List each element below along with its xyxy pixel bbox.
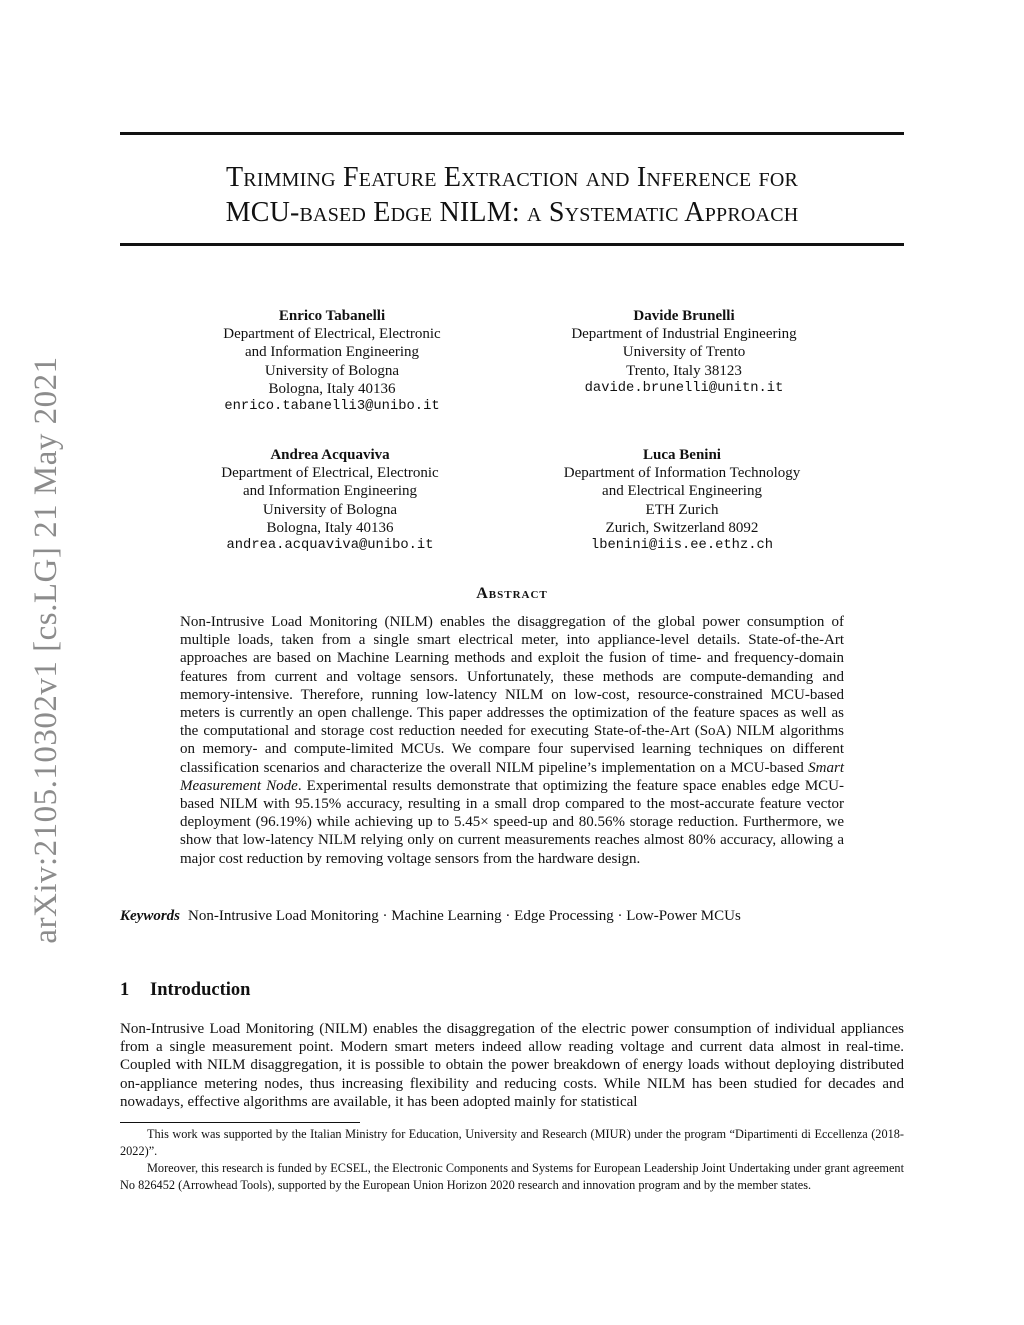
section-heading (120, 980, 250, 1001)
footnote: Moreover, this research is funded by ECSEL, the Electronic Components and Systems for European Leadership Joint Undertaking under grant agreement No 826452 (Arrowhead Tools), supported by the European Union Horizon 2020 research and innovation program and by the member states. (120, 1161, 904, 1192)
footnote-rule (120, 1122, 360, 1123)
keywords (120, 907, 904, 925)
author-affiliation-line: University of Bologna (262, 501, 398, 518)
author-name: Luca Benini (643, 447, 721, 463)
author-name: Andrea Acquaviva (270, 447, 390, 463)
author-name: Enrico Tabanelli (278, 308, 386, 324)
title-line-2: MCU-based Edge NILM: a Systematic Approach (225, 197, 799, 228)
author-affiliation-line: Zurich, Switzerland 8092 (605, 519, 759, 536)
section-title: Introduction (150, 980, 251, 1000)
author-affiliation-line: ETH Zurich (645, 501, 719, 518)
author-affiliation-line: and Information Engineering (242, 483, 418, 500)
abstract-heading: Abstract (476, 585, 548, 602)
author-email[interactable]: davide.brunelli@unitn.it (584, 380, 784, 396)
author-email[interactable]: lbenini@iis.ee.ethz.ch (590, 538, 774, 554)
title-bottom-rule (120, 243, 904, 246)
abstract-text: Non-Intrusive Load Monitoring (NILM) enables the disaggregation of the global power consumption of multiple loads, taken from a single smart electrical meter, into appliance-level details. State-of-the-Art approaches are based on Machine Learning methods and exploit the fusion of time- and frequency-domain features from current and voltage sensors. Unfortunately, these methods are compute-demanding and memory-intensive. Therefore, running low-latency NILM on low-cost, resource-constrained MCU-based meters is currently an open challenge. This paper addresses the optimization of the feature spaces as well as the computational and storage cost reduction needed for executing State-of-the-Art (SoA) NILM algorithms on memory- and compute-limited MCUs. We compare four supervised learning techniques on different classification scenarios and characterize the overall NILM pipeline’s implementation on a MCU-based (180, 614, 844, 776)
author-block (534, 307, 834, 398)
author-email[interactable]: enrico.tabanelli3@unibo.it (224, 399, 440, 415)
footnotes (120, 1126, 904, 1194)
author-affiliation-line: Bologna, Italy 40136 (266, 519, 394, 536)
keywords-text: Non-Intrusive Load Monitoring · Machine Learning · Edge Processing · Low-Power MCUs (188, 908, 741, 924)
title-top-rule (120, 132, 904, 135)
paper-title (120, 160, 904, 230)
intro-paragraph: Non-Intrusive Load Monitoring (NILM) enables the disaggregation of the electric power consumption of individual appliances from a single measurement point. Modern smart meters indeed allow reading voltage and current data almost in real-time. Coupled with NILM disaggregation, it is possible to obtain the power breakdown of energy loads without deploying distributed on-appliance metering nodes, thus increasing flexibility and reducing costs. While NILM has been studied for decades and nowadays, effective algorithms are available, it has been adopted mainly for statistical (120, 1021, 904, 1110)
arxiv-side-stamp: arXiv:2105.10302v1 [cs.LG] 21 May 2021 (28, 356, 64, 944)
author-affiliation-line: and Electrical Engineering (602, 483, 762, 500)
author-affiliation-line: Department of Electrical, Electronic (221, 465, 439, 482)
keywords-label: Keywords (120, 908, 180, 924)
author-email[interactable]: andrea.acquaviva@unibo.it (226, 538, 434, 554)
author-affiliation-line: University of Trento (622, 344, 746, 361)
section-number: 1 (120, 980, 130, 1000)
abstract-text: . Experimental results demonstrate that optimizing the feature space enables edge MCU-based NILM with 95.15% accuracy, resulting in a small drop compared to the most-accurate feature vector deployment (96.19%) while achieving up to 5.45× speed-up and 80.56% storage reduction. Furthermore, we show that low-latency NILM relying only on current measurements reaches almost 80% accuracy, allowing a major cost reduction by removing voltage sensors from the hardware design. (180, 777, 844, 867)
title-line-1: Trimming Feature Extraction and Inference for (226, 162, 798, 193)
author-block (180, 446, 480, 555)
author-affiliation-line: Department of Information Technology (563, 465, 801, 482)
author-affiliation-line: Department of Electrical, Electronic (223, 326, 441, 343)
author-name: Davide Brunelli (633, 308, 735, 324)
author-affiliation-line: University of Bologna (264, 362, 400, 379)
author-block (532, 446, 832, 555)
footnote: This work was supported by the Italian Ministry for Education, University and Research (MIUR) under the program “Dipartimenti di Eccellenza (2018-2022)”. (120, 1127, 904, 1158)
abstract-body (180, 613, 844, 868)
author-affiliation-line: Department of Industrial Engineering (571, 326, 797, 343)
author-affiliation-line: Bologna, Italy 40136 (268, 380, 396, 397)
author-affiliation-line: and Information Engineering (244, 344, 420, 361)
author-affiliation-line: Trento, Italy 38123 (626, 362, 742, 379)
author-block (182, 307, 482, 416)
abstract-italic-term: Smart Measurement Node (180, 759, 844, 794)
